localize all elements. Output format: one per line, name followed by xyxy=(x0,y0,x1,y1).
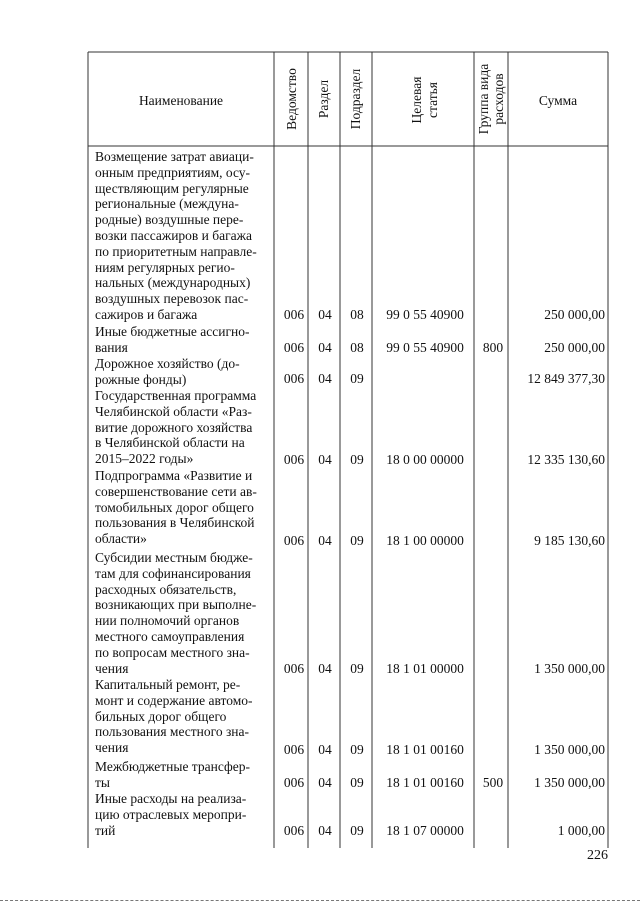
row-6-name-line: Субсидии местным бюдже- xyxy=(95,550,253,565)
row-8-name-line: ты xyxy=(95,774,110,790)
row-2-section: 04 xyxy=(318,340,332,355)
row-7-name-line: бильных дорог общего xyxy=(95,708,227,724)
row-2-target: 99 0 55 40900 xyxy=(386,340,464,355)
row-5-name-line: Подпрограмма «Развитие и xyxy=(95,468,253,483)
row-1-name-line: возки пассажиров и багажа xyxy=(95,227,252,243)
row-3-subsection: 09 xyxy=(350,371,364,386)
row-1-name-line: нальных (международных) xyxy=(95,275,251,291)
row-1-name-line: региональные (междуна- xyxy=(95,196,239,212)
row-4-name-line: Государственная программа xyxy=(95,388,257,403)
row-6-target: 18 1 01 00000 xyxy=(386,661,464,676)
row-1-name-line: ниям регулярных регио- xyxy=(95,259,235,275)
page-number: 226 xyxy=(587,848,608,863)
row-5-section: 04 xyxy=(318,533,332,548)
row-7-name-line: пользования местного зна- xyxy=(95,724,250,740)
row-1-name-line: онным предприятиям, осу- xyxy=(95,164,251,180)
row-4-sum: 12 335 130,60 xyxy=(527,452,605,467)
row-8-section: 04 xyxy=(318,775,332,790)
row-5-subsection: 09 xyxy=(350,533,364,548)
header-expense-group xyxy=(476,56,506,142)
row-5-name-line: пользования в Челябинской xyxy=(95,515,255,531)
row-1-name-line: ществляющим регулярные xyxy=(95,180,249,196)
row-5-name xyxy=(95,468,267,547)
row-2-sum: 250 000,00 xyxy=(544,340,605,355)
row-6-name xyxy=(95,550,267,676)
row-9-subsection: 09 xyxy=(350,823,364,838)
row-4-department: 006 xyxy=(283,452,305,467)
row-9-department: 006 xyxy=(283,823,305,838)
row-5-name-line: области» xyxy=(95,531,147,547)
row-7-name-line: Капитальный ремонт, ре- xyxy=(95,677,241,692)
row-4-subsection: 09 xyxy=(350,452,364,467)
row-8-target: 18 1 01 00160 xyxy=(386,775,464,790)
header-sum: Сумма xyxy=(538,93,578,108)
row-3-section: 04 xyxy=(318,371,332,386)
row-3-sum: 12 849 377,30 xyxy=(527,371,605,386)
row-5-name-line: томобильных дорог общего xyxy=(95,499,254,515)
row-4-name-line: Челябинской области «Раз- xyxy=(95,403,252,419)
page-bottom-divider xyxy=(0,900,640,901)
row-8-subsection: 09 xyxy=(350,775,364,790)
row-7-target: 18 1 01 00160 xyxy=(386,742,464,757)
row-9-name-line: Иные расходы на реализа- xyxy=(95,791,247,806)
row-6-name-line: расходных обязательств, xyxy=(95,581,237,597)
row-7-name-line: чения xyxy=(95,740,129,756)
row-8-name xyxy=(95,759,267,791)
row-6-name-line: там для софинансирования xyxy=(95,565,251,581)
row-2-name-line: Иные бюджетные ассигно- xyxy=(95,324,250,339)
row-4-name-line: 2015–2022 годы» xyxy=(95,451,194,467)
row-6-name-line: возникающих при выполне- xyxy=(95,597,257,613)
row-5-department: 006 xyxy=(283,533,305,548)
row-8-sum: 1 350 000,00 xyxy=(534,775,605,790)
row-7-subsection: 09 xyxy=(350,742,364,757)
header-section: Раздел xyxy=(316,79,331,119)
row-7-section: 04 xyxy=(318,742,332,757)
header-expense-line1: Группа вида xyxy=(476,63,491,135)
row-9-target: 18 1 07 00000 xyxy=(386,823,464,838)
row-5-name-line: совершенствование сети ав- xyxy=(95,483,257,499)
row-1-name-line: Возмещение затрат авиаци- xyxy=(95,149,254,164)
row-4-name-line: в Челябинской области на xyxy=(95,435,245,451)
row-7-sum: 1 350 000,00 xyxy=(534,742,605,757)
row-7-department: 006 xyxy=(283,742,305,757)
row-6-name-line: чения xyxy=(95,660,129,676)
row-2-expense-group: 800 xyxy=(482,340,504,355)
row-4-name xyxy=(95,388,267,467)
header-target-line2: статья xyxy=(425,82,440,118)
row-9-section: 04 xyxy=(318,823,332,838)
row-3-name-line: Дорожное хозяйство (до- xyxy=(95,356,240,371)
header-subsection: Подраздел xyxy=(348,68,363,130)
row-8-expense-group: 500 xyxy=(482,775,504,790)
row-9-sum: 1 000,00 xyxy=(557,823,605,838)
row-1-sum: 250 000,00 xyxy=(544,307,605,322)
row-1-section: 04 xyxy=(318,307,332,322)
row-1-name xyxy=(95,149,267,323)
header-name: Наименование xyxy=(138,93,224,108)
header-target xyxy=(409,57,441,143)
row-6-subsection: 09 xyxy=(350,661,364,676)
row-7-name xyxy=(95,677,267,756)
row-1-name-line: воздушных перевозок пас- xyxy=(95,291,249,307)
row-6-name-line: по вопросам местного зна- xyxy=(95,644,250,660)
header-target-line1: Целевая xyxy=(409,76,424,124)
row-5-sum: 9 185 130,60 xyxy=(534,533,605,548)
row-9-name xyxy=(95,791,267,838)
row-6-section: 04 xyxy=(318,661,332,676)
row-9-name-line: цию отраслевых меропри- xyxy=(95,806,247,822)
row-1-name-line: родные) воздушные пере- xyxy=(95,212,244,228)
row-8-name-line: Межбюджетные трансфер- xyxy=(95,759,250,774)
row-1-subsection: 08 xyxy=(350,307,364,322)
row-6-sum: 1 350 000,00 xyxy=(534,661,605,676)
row-7-name-line: монт и содержание автомо- xyxy=(95,692,253,708)
row-3-name xyxy=(95,356,267,388)
row-1-name-line: по приоритетным направле- xyxy=(95,243,257,259)
row-6-name-line: местного самоуправления xyxy=(95,628,245,644)
header-department: Ведомство xyxy=(284,68,299,130)
row-4-target: 18 0 00 00000 xyxy=(386,452,464,467)
row-3-department: 006 xyxy=(283,371,305,386)
row-5-target: 18 1 00 00000 xyxy=(386,533,464,548)
row-9-name-line: тий xyxy=(95,822,116,838)
row-2-department: 006 xyxy=(283,340,305,355)
row-6-department: 006 xyxy=(283,661,305,676)
row-1-target: 99 0 55 40900 xyxy=(386,307,464,322)
row-2-name xyxy=(95,324,267,356)
row-1-department: 006 xyxy=(283,307,305,322)
row-4-name-line: витие дорожного хозяйства xyxy=(95,419,253,435)
row-1-name-line: сажиров и багажа xyxy=(95,306,198,322)
header-expense-line2: расходов xyxy=(491,73,506,125)
row-3-name-line: рожные фонды) xyxy=(95,371,187,387)
row-2-subsection: 08 xyxy=(350,340,364,355)
row-8-department: 006 xyxy=(283,775,305,790)
row-6-name-line: нии полномочий органов xyxy=(95,613,240,629)
row-4-section: 04 xyxy=(318,452,332,467)
row-2-name-line: вания xyxy=(95,339,128,355)
